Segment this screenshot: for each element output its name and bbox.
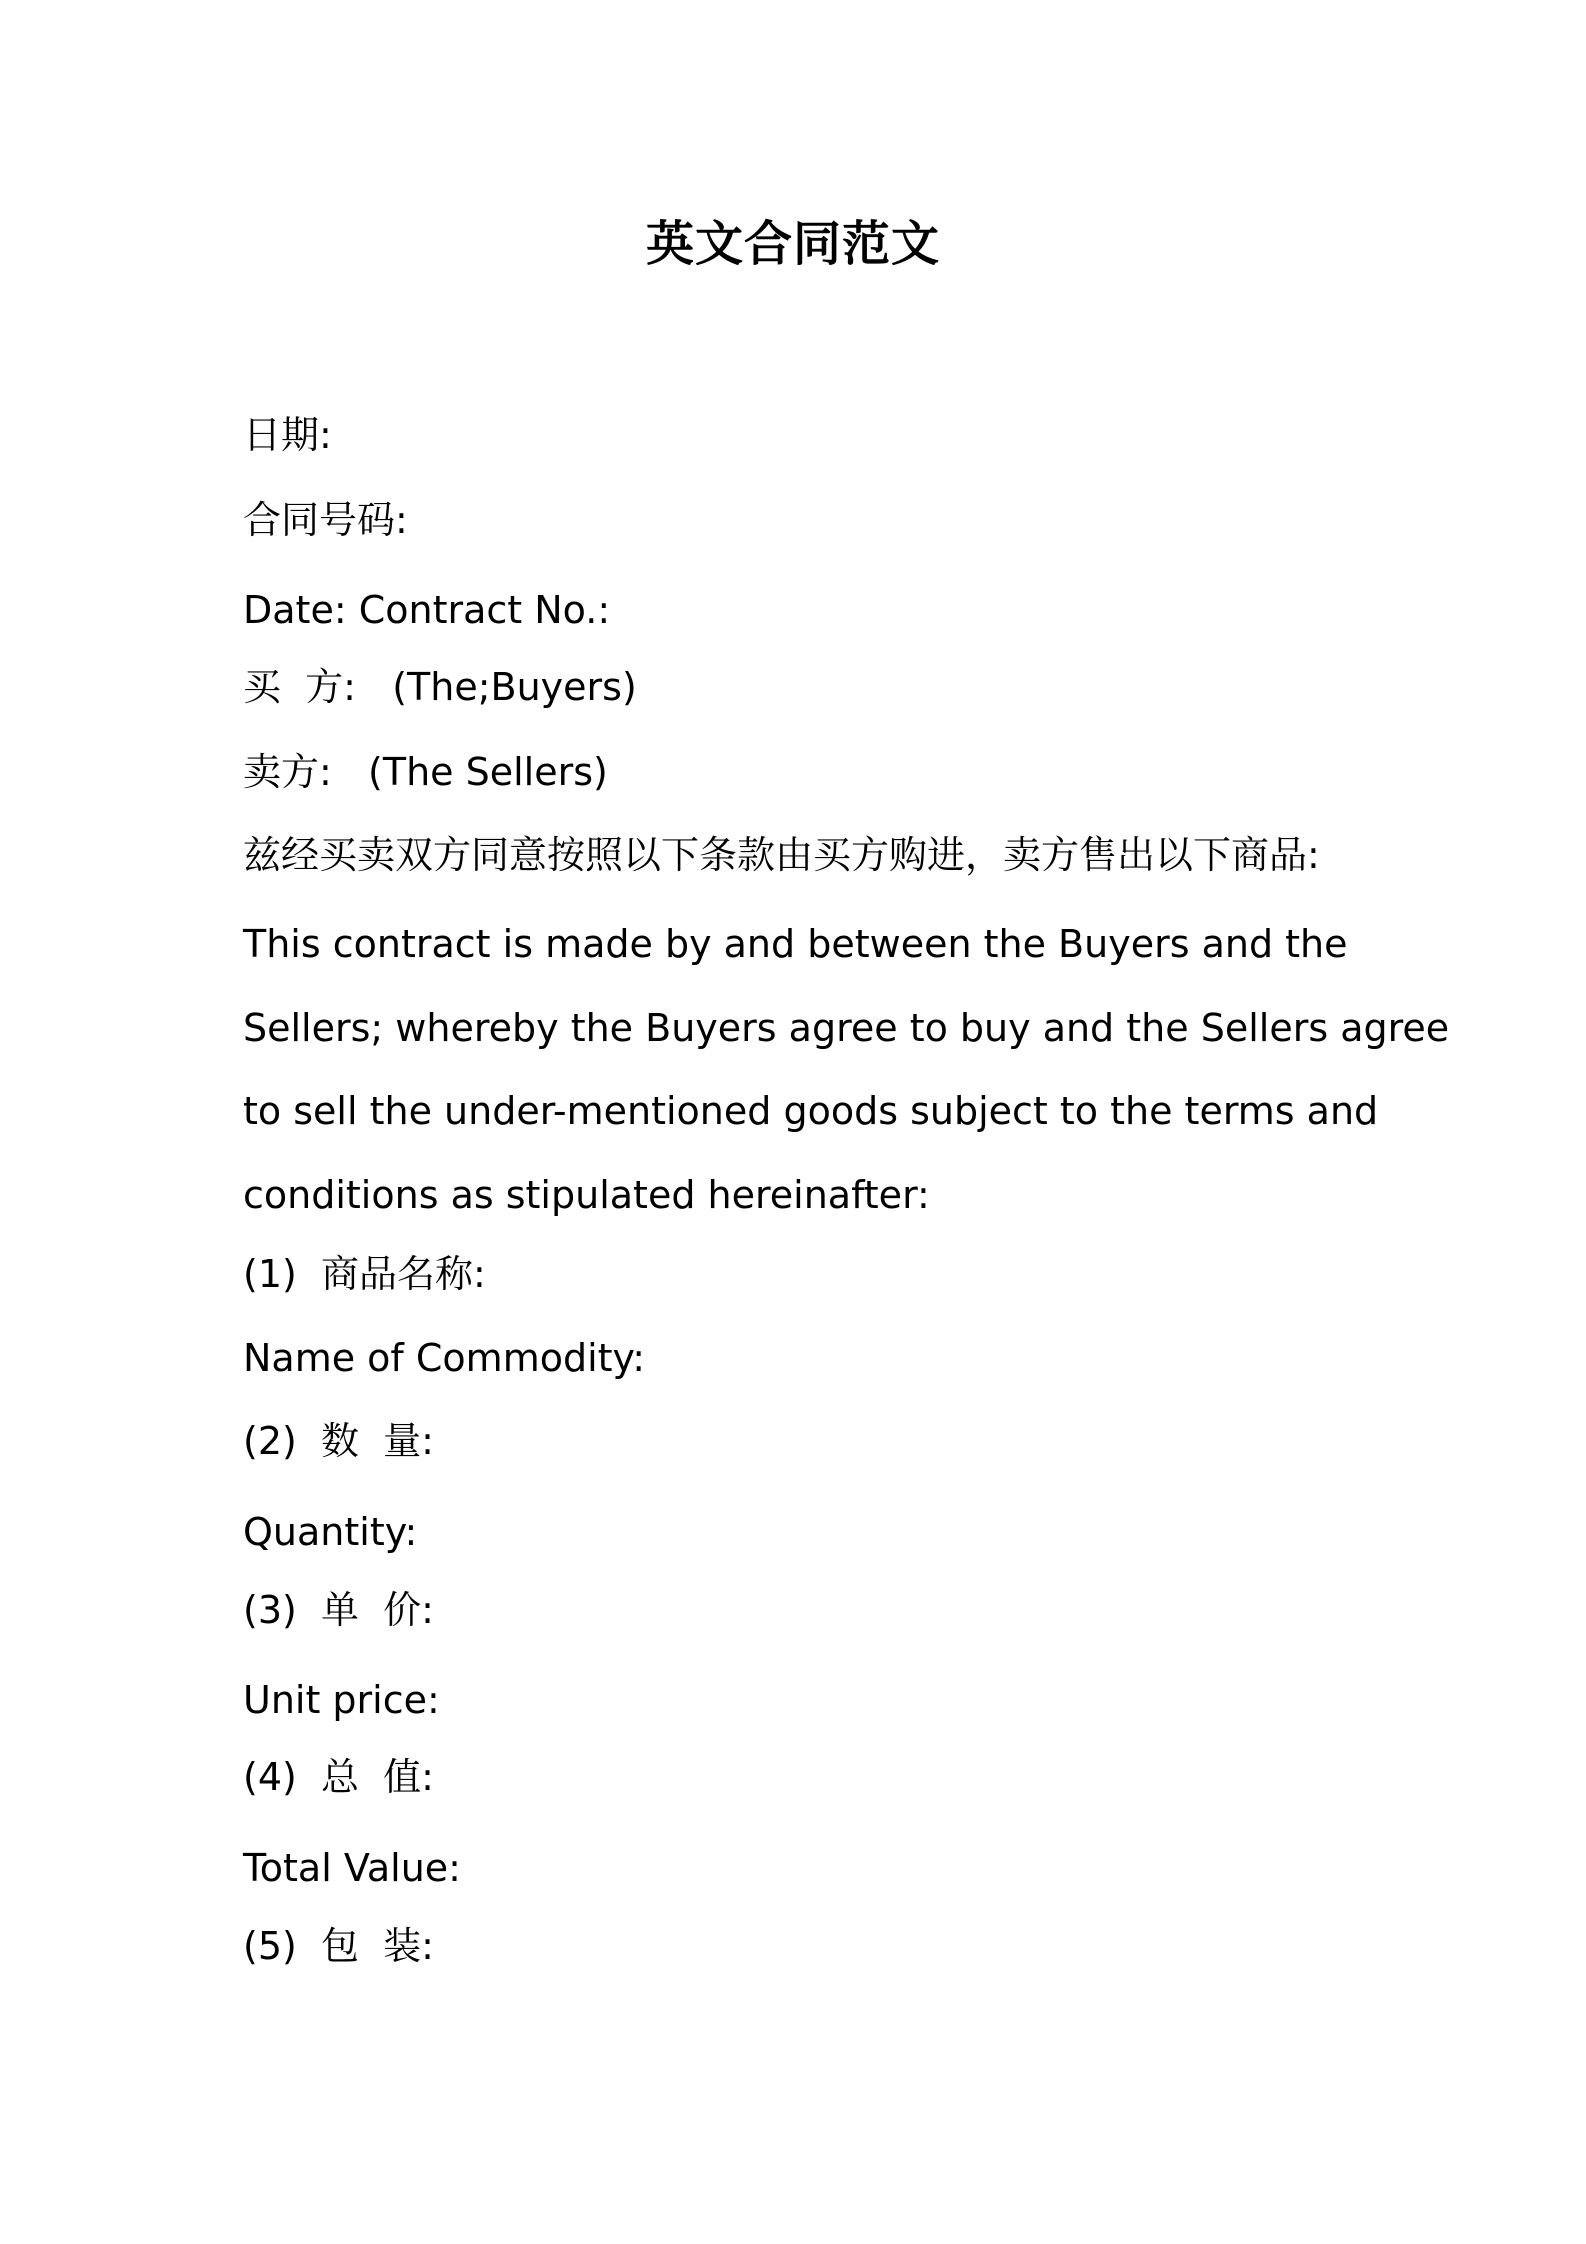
- intro-line-en: conditions as stipulated hereinafter:: [243, 1173, 930, 1217]
- buyer-field: 买 方: (The;Buyers): [243, 665, 637, 709]
- item-1-label-cn: (1) 商品名称:: [243, 1252, 486, 1296]
- intro-line-en: Sellers; whereby the Buyers agree to buy and the Sellers agree: [243, 1006, 1450, 1050]
- item-5-label-cn: (5) 包 装:: [243, 1924, 434, 1968]
- intro-line-en: to sell the under-mentioned goods subject to the terms and: [243, 1089, 1379, 1133]
- item-1-label-en: Name of Commodity:: [243, 1336, 646, 1380]
- seller-field: 卖方: (The Sellers): [243, 750, 608, 794]
- item-3-label-cn: (3) 单 价:: [243, 1588, 434, 1632]
- item-3-label-en: Unit price:: [243, 1678, 440, 1722]
- date-contract-field-en: Date: Contract No.:: [243, 588, 611, 632]
- intro-paragraph-cn: 兹经买卖双方同意按照以下条款由买方购进，卖方售出以下商品:: [243, 833, 1320, 877]
- item-2-label-cn: (2) 数 量:: [243, 1419, 434, 1463]
- intro-line-en: This contract is made by and between the Buyers and the: [243, 922, 1348, 966]
- document-title: 英文合同范文: [645, 216, 940, 272]
- contract-number-field-cn: 合同号码:: [243, 498, 408, 542]
- item-4-label-en: Total Value:: [243, 1846, 461, 1890]
- item-4-label-cn: (4) 总 值:: [243, 1755, 434, 1799]
- item-2-label-en: Quantity:: [243, 1510, 418, 1554]
- date-field-cn: 日期:: [243, 413, 332, 457]
